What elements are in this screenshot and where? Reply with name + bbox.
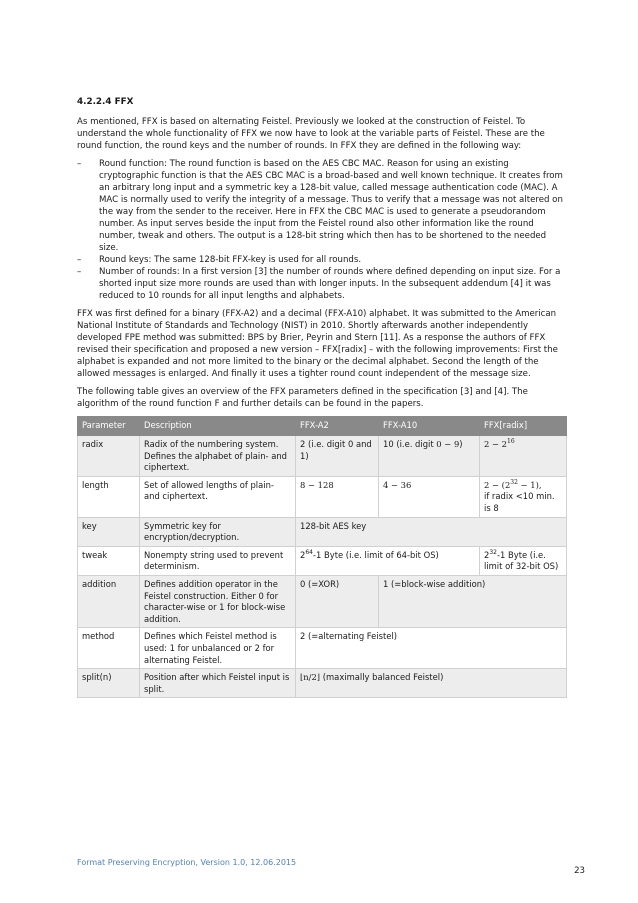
page-number: 23 [574,866,585,876]
cell-param: radix [78,436,140,477]
table-row-radix [78,436,567,477]
math-rest: − 1), [517,479,542,490]
cell-value: 128-bit AES key [296,517,567,546]
page-content [77,96,567,698]
cell-text: -1 Byte (i.e. limit of 32-bit OS) [484,549,559,572]
cell-desc: Radix of the numbering system. Defines the alphabet of plain- and ciphertext. [140,436,296,477]
cell-text: ) [459,439,463,449]
list-item [77,158,567,254]
header-ffx-radix: FFX[radix] [480,417,567,436]
table-row-key [78,517,567,546]
cell-param: tweak [78,546,140,575]
cell-note: if radix <10 min. is 8 [484,491,555,513]
cell-radix [480,436,567,477]
table-header-row [78,417,567,436]
cell-a10 [379,436,480,477]
math-base: 2 − 2 [484,439,507,449]
cell-value [296,669,567,698]
cell-radix [480,546,567,575]
list-item [77,254,567,266]
list-item-text: Round keys: The same 128-bit FFX-key is used for all rounds. [99,255,362,265]
cell-param: key [78,517,140,546]
cell-a2 [296,476,379,517]
cell-a2: 0 (=XOR) [296,575,379,627]
table-row-length [78,476,567,517]
math-floor: ⌊n/2⌋ [300,672,321,683]
math-range: 0 − 9 [436,439,460,449]
cell-desc: Defines which Feistel method is used: 1 for unbalanced or 2 for alternating Feistel. [140,628,296,669]
list-item [77,266,567,302]
dash-bullet: – [77,159,82,169]
cell-a2: 2 (i.e. digit 0 and 1) [296,436,379,477]
table-row-addition [78,575,567,627]
cell-desc: Nonempty string used to prevent determinism. [140,546,296,575]
header-parameter: Parameter [78,417,140,436]
cell-desc: Position after which Feistel input is split. [140,669,296,698]
table-intro-paragraph: The following table gives an overview of the FFX parameters defined in the specification [3] and [4]. The algorithm of the round function F and further details can be found in the papers. [77,387,528,409]
cell-desc: Set of allowed lengths of plain- and ciphertext. [140,476,296,517]
cell-radix [480,476,567,517]
header-description: Description [140,417,296,436]
dash-bullet: – [77,267,82,277]
math-range: 4 − 36 [383,479,412,490]
cell-desc: Symmetric key for encryption/decryption. [140,517,296,546]
math-exponent: 16 [507,438,515,446]
cell-a10-radix: 1 (=block-wise addition) [379,575,567,627]
math-range: 8 − 128 [300,479,334,490]
cell-a10 [379,476,480,517]
cell-text: (maximally balanced Feistel) [320,672,444,683]
math-exponent: 32 [510,478,518,486]
intro-paragraph: As mentioned, FFX is based on alternating Feistel. Previously we looked at the construction of Feistel. To understand the whole functionality of FFX we now have to look at the variable parts of Feistel. These are the round function, the round keys and the number of rounds. In FFX they are defined in the following way: [77,117,545,151]
dash-bullet: – [77,255,82,265]
definition-list [77,158,567,302]
cell-text: -1 Byte (i.e. limit of 64-bit OS) [312,549,439,560]
cell-exponent: 64 [305,548,313,556]
cell-param: split(n) [78,669,140,698]
cell-param: length [78,476,140,517]
section-heading: 4.2.2.4 FFX [77,97,134,107]
cell-value: 2 (=alternating Feistel) [296,628,567,669]
cell-param: addition [78,575,140,627]
table-row-tweak [78,546,567,575]
math-base: 2 − (2 [484,479,511,490]
cell-desc: Defines addition operator in the Feistel construction. Either 0 for character-wise or 1 for block-wise addition. [140,575,296,627]
ffx-parameter-table [77,416,567,698]
cell-exponent: 32 [489,548,497,556]
table-row-method [78,628,567,669]
cell-base: 2 [484,549,490,560]
cell-text: 10 (i.e. digit [383,439,437,449]
header-ffx-a2: FFX-A2 [296,417,379,436]
cell-param: method [78,628,140,669]
cell-a2-a10 [296,546,480,575]
history-paragraph: FFX was first defined for a binary (FFX-A2) and a decimal (FFX-A10) alphabet. It was submitted to the American National Institute of Standards and Technology (NIST) in 2010. Shortly afterwards another independently developed FPE method was submitted: BPS by Brier, Peyrin and Stern [11]. As a response the authors of FFX revised their specification and proposed a new version – FFX[radix] – with the following improvements: First the alphabet is expanded and not more limited to the binary or the decimal alphabet. Second the length of the allowed messages is enlarged. And finally it uses a tighter round count independent of the message size. [77,309,558,379]
list-item-text: Number of rounds: In a first version [3] the number of rounds where defined depending on input size. For a shorted input size more rounds are used than with longer inputs. In the subsequent addendum [4] it was reduced to 10 rounds for all input lengths and alphabets. [99,267,561,301]
footer-document-title: Format Preserving Encryption, Version 1.0, 12.06.2015 [77,858,297,867]
header-ffx-a10: FFX-A10 [379,417,480,436]
cell-base: 2 [300,549,306,560]
list-item-text: Round function: The round function is based on the AES CBC MAC. Reason for using an existing cryptographic function is that the AES CBC MAC is a broad-based and well known technique. It creates from an arbitrary long input and a symmetric key a 128-bit value, called message authentication code (MAC). A MAC is normally used to verify the integrity of a message. Thus to verify that a message was not altered on the way from the sender to the receiver. Here in FFX the CBC MAC is used to generate a pseudorandom number. As input serves beside the input from the Feistel round also other information like the round number, tweak and others. The output is a 128-bit string which then has to be shortened to the needed size. [99,159,563,253]
table-row-split [78,669,567,698]
